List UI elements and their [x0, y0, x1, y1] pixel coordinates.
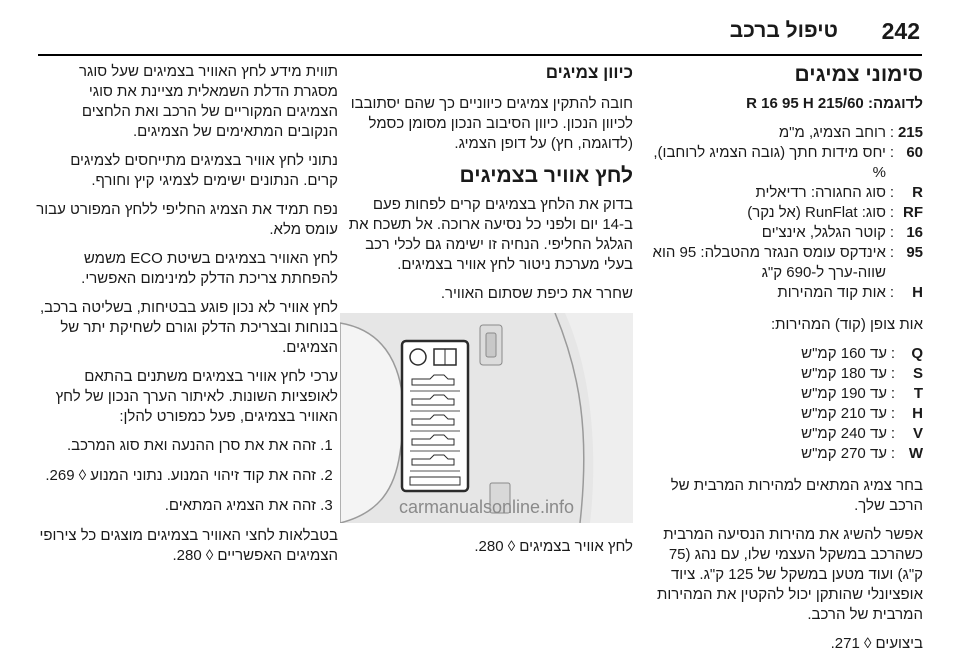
code-value: יחס מידות חתך (גובה הצמיג לרוחבו), % [653, 144, 886, 181]
column-pressure-info [36, 62, 338, 575]
code-separator: : [889, 204, 895, 221]
figure-tire-pressure-label [340, 313, 633, 523]
speed-code-row [648, 344, 923, 364]
paragraph-spare-full-load: נפח תמיד את הצמיג החליפי ללחץ המפורט עבור עומס מלא. [36, 201, 338, 238]
paragraph-check-pressure: בדוק את הלחץ בצמיגים קרים לפחות פעם ב-14 יום ולפני כל נסיעה ארוכה. אל תשכח את הגלגל החליפי. הנחיה זו ישימה גם לכלי רכב בעלי מערכת ניטור לחץ אוויר בצמיגים. [348, 196, 633, 273]
paragraph-eco-pressure: לחץ האוויר בצמיגים בשיטת ECO משמש להפחתת צריכת הדלק למינימום האפשרי. [81, 250, 338, 287]
tire-code-row [648, 243, 923, 283]
step-item: 1. זהה את את סרן ההנעה ואת סוג המרכב. [36, 436, 316, 456]
paragraph-valve-cap: שחרר את כיפת שסתום האוויר. [440, 285, 633, 302]
tire-code-row [648, 183, 923, 203]
code-key: Q [911, 345, 923, 362]
code-separator: : [890, 385, 896, 402]
speed-code-row [648, 424, 923, 444]
code-separator: : [889, 284, 895, 301]
tire-code-row [648, 283, 923, 303]
code-key: H [912, 405, 923, 422]
tire-code-row [648, 223, 923, 243]
code-key: T [913, 385, 923, 402]
figure-caption: לחץ אוויר בצמיגים ◊ 280. [474, 538, 633, 555]
running-title: טיפול ברכב [729, 19, 838, 42]
section-heading-tire-pressure: לחץ אוויר בצמיגים [459, 164, 633, 187]
steps-list [36, 436, 338, 516]
code-value: קוטר הגלגל, אינצ'ים [761, 224, 886, 241]
code-value: עד 190 קמ"ש [801, 385, 887, 402]
code-value: אות קוד המהירות [777, 284, 886, 301]
code-key: 16 [906, 224, 923, 241]
code-value: סוג החגורה: רדיאלית [755, 184, 886, 201]
code-value: רוחב הצמיג, מ"מ [778, 124, 886, 141]
tire-code-row [648, 203, 923, 223]
column-tire-markings [648, 62, 923, 663]
code-key: 95 [906, 244, 923, 261]
code-value: עד 160 קמ"ש [801, 345, 887, 362]
code-separator: : [889, 224, 895, 241]
paragraph-max-speed: אפשר להשיג את מהירות הנסיעה המרבית כשהרכב במשקל העצמי שלו, עם נהג (75 ק"ג) ועוד מטען במשקל של 125 ק"ג. ציוד אופציונלי שהותקן יכול להקטין את המהירות המרבית של הרכב. [657, 526, 923, 623]
paragraph-direction: חובה להתקין צמיגים כיווניים כך שהם יסתובבו לכיוון הנכון. כיוון הסיבוב הנכון מסומן כסמל (לדוגמה, חץ) על דופן הצמיג. [350, 95, 633, 152]
example-code: לדוגמה: 215/60 R 16 95 H [746, 95, 923, 112]
paragraph-pressure-tables: בטבלאות לחצי האוויר בצמיגים מוצגים כל צירופי הצמיגים האפשריים ◊ 280. [39, 527, 338, 564]
speed-code-row [648, 404, 923, 424]
code-key: 215 [897, 124, 923, 141]
paragraph-cold-tires: נתוני לחץ אוויר בצמיגים מתייחסים לצמיגים קרים. הנתונים ישימים לצמיגי קיץ וחורף. [70, 152, 338, 189]
code-separator: : [890, 345, 896, 362]
paragraph-wrong-pressure: לחץ אוויר לא נכון פוגע בבטיחות, בשליטה ברכב, בנוחות ובצריכת הדלק וגורם לשחיקת יתר של הצמיגים. [39, 299, 338, 356]
page-number: 242 [881, 18, 920, 44]
section-heading-tire-markings: סימוני צמיגים [794, 63, 923, 86]
code-key: 60 [906, 144, 923, 161]
code-separator: : [889, 144, 895, 161]
step-item: 2. זהה את קוד זיהוי המנוע. נתוני המנוע ◊ 269. [36, 466, 316, 486]
tire-code-table [648, 123, 923, 303]
tire-info-label-illustration [402, 341, 468, 491]
speed-code-table [648, 344, 923, 464]
speed-code-row [648, 364, 923, 384]
code-separator: : [890, 425, 896, 442]
code-value: עד 240 קמ"ש [801, 425, 887, 442]
code-key: R [912, 184, 923, 201]
code-separator: : [890, 365, 896, 382]
section-heading-tire-direction: כיוון צמיגים [545, 63, 633, 82]
code-value: אינדקס עומס הנגזר מהטבלה: 95 הוא שווה-ערך ל-690 ק"ג [652, 244, 886, 281]
watermark: carmanualsonline.info [398, 497, 575, 517]
code-key: V [912, 425, 923, 442]
code-separator: : [890, 405, 896, 422]
speed-code-intro: אות צופן (קוד) המהירות: [771, 316, 923, 333]
tire-code-row [648, 143, 923, 183]
step-item: 3. זהה את הצמיג המתאים. [36, 496, 316, 516]
code-key: S [912, 365, 923, 382]
tire-code-row [648, 123, 923, 143]
header-rule [38, 54, 922, 56]
code-value: עד 270 קמ"ש [801, 445, 887, 462]
door-frame-illustration [340, 313, 633, 523]
paragraph-pressure-values: ערכי לחץ אוויר בצמיגים משתנים בהתאם לאופציות השונות. לאיתור הערך הנכון של לחץ האוויר בצמיגים, פעל כמפורט להלן: [55, 368, 338, 425]
paragraph-choose-tire: בחר צמיג המתאים למהירות המרבית של הרכב שלך. [670, 477, 923, 514]
code-value: עד 180 קמ"ש [801, 365, 887, 382]
code-value: סוג: RunFlat (אל נקר) [747, 204, 886, 221]
code-separator: : [889, 184, 895, 201]
code-key: H [912, 284, 923, 301]
code-separator: : [889, 244, 895, 261]
code-separator: : [890, 445, 896, 462]
code-value: עד 210 קמ"ש [801, 405, 887, 422]
speed-code-row [648, 384, 923, 404]
code-key: W [908, 445, 923, 462]
cross-ref-performance: ביצועים ◊ 271. [830, 635, 923, 652]
column-direction-pressure [340, 62, 633, 566]
speed-code-row [648, 444, 923, 464]
page-header [0, 0, 960, 56]
paragraph-pressure-label: תווית מידע לחץ האוויר בצמיגים שעל סוגר מסגרת הדלת השמאלית מציינת את סוגי הצמיגים המקוריים של הרכב ואת הלחצים הנקובים המתאימים של הצמיגים. [79, 63, 338, 140]
code-separator: : [889, 124, 895, 141]
code-key: RF [903, 204, 923, 221]
